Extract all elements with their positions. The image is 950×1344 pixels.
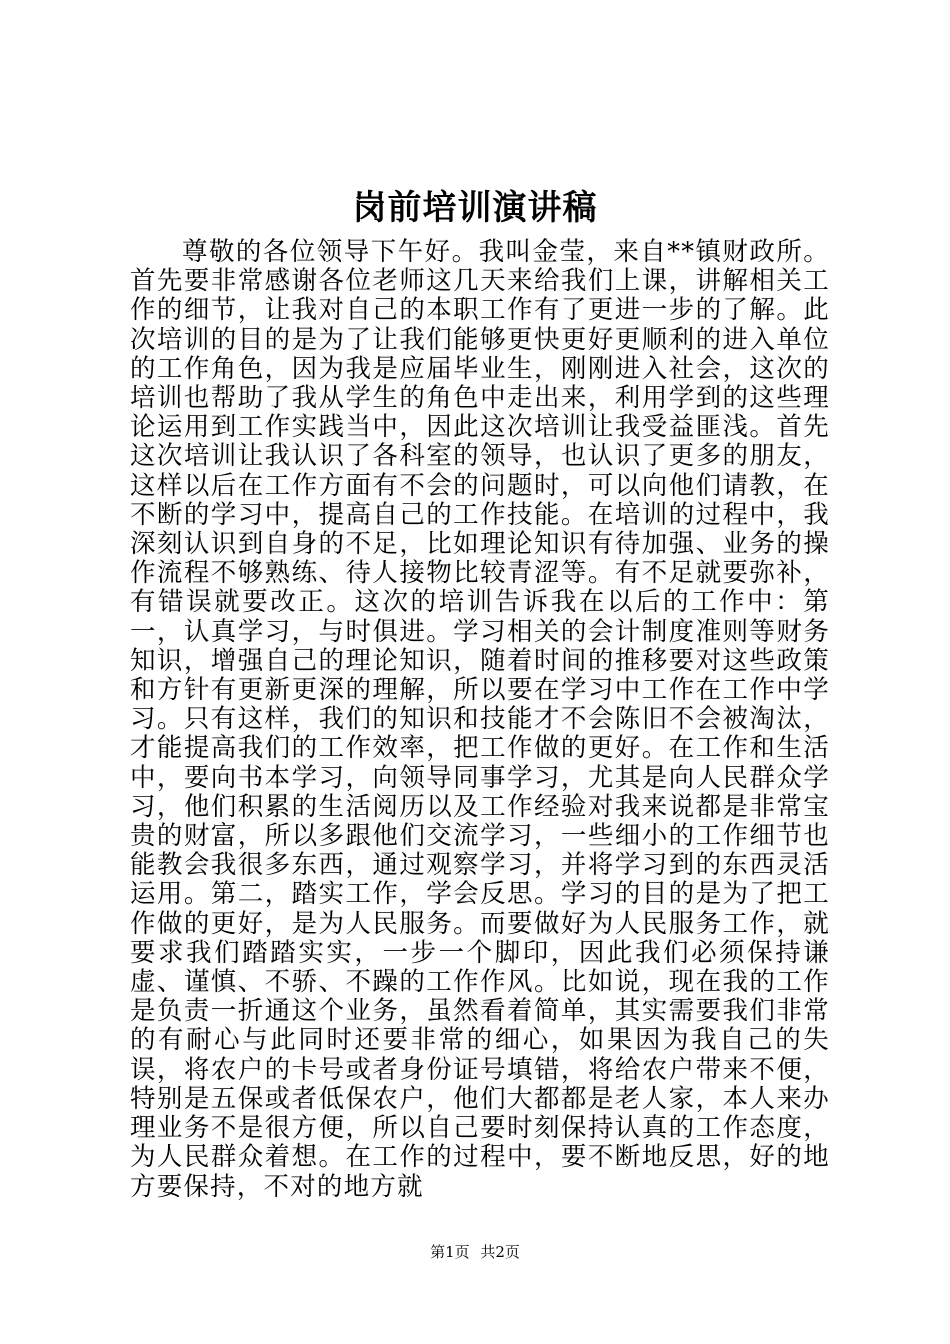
page-footer xyxy=(0,1242,950,1262)
page-number-current: 第1页 xyxy=(430,1243,470,1261)
document-body-paragraph: 尊敬的各位领导下午好。我叫金莹，来自**镇财政所。首先要非常感谢各位老师这几天来给我们上课，讲解相关工作的细节，让我对自己的本职工作有了更进一步的了解。此次培训的目的是为了让我们能够更快更好更顺利的进入单位的工作角色，因为我是应届毕业生，刚刚进入社会，这次的培训也帮助了我从学生的角色中走出来，利用学到的这些理论运用到工作实践当中，因此这次培训让我受益匪浅。首先这次培训让我认识了各科室的领导，也认识了更多的朋友，这样以后在工作方面有不会的问题时，可以向他们请教，在不断的学习中，提高自己的工作技能。在培训的过程中，我深刻认识到自身的不足，比如理论知识有待加强、业务的操作流程不够熟练、待人接物比较青涩等。有不足就要弥补，有错误就要改正。这次的培训告诉我在以后的工作中：第一，认真学习，与时俱进。学习相关的会计制度准则等财务知识，增强自己的理论知识，随着时间的推移要对这些政策和方针有更新更深的理解，所以要在学习中工作在工作中学习。只有这样，我们的知识和技能才不会陈旧不会被淘汰，才能提高我们的工作效率，把工作做的更好。在工作和生活中，要向书本学习，向领导同事学习，尤其是向人民群众学习，他们积累的生活阅历以及工作经验对我来说都是非常宝贵的财富，所以多跟他们交流学习，一些细小的工作细节也能教会我很多东西，通过观察学习，并将学习到的东西灵活运用。第二，踏实工作，学会反思。学习的目的是为了把工作做的更好，是为人民服务。而要做好为人民服务工作，就要求我们踏踏实实，一步一个脚印，因此我们必须保持谦虚、谨慎、不骄、不躁的工作作风。比如说，现在我的工作是负责一折通这个业务，虽然看着简单，其实需要我们非常的有耐心与此同时还要非常的细心，如果因为我自己的失误，将农户的卡号或者身份证号填错，将给农户带来不便，特别是五保或者低保农户，他们大都都是老人家，本人来办理业务不是很方便，所以自己要时刻保持认真的工作态度，为人民群众着想。在工作的过程中，要不断地反思，好的地方要保持，不对的地方就 xyxy=(130,237,830,1202)
document-title: 岗前培训演讲稿 xyxy=(352,188,598,228)
page-number-total: 共2页 xyxy=(480,1243,520,1261)
